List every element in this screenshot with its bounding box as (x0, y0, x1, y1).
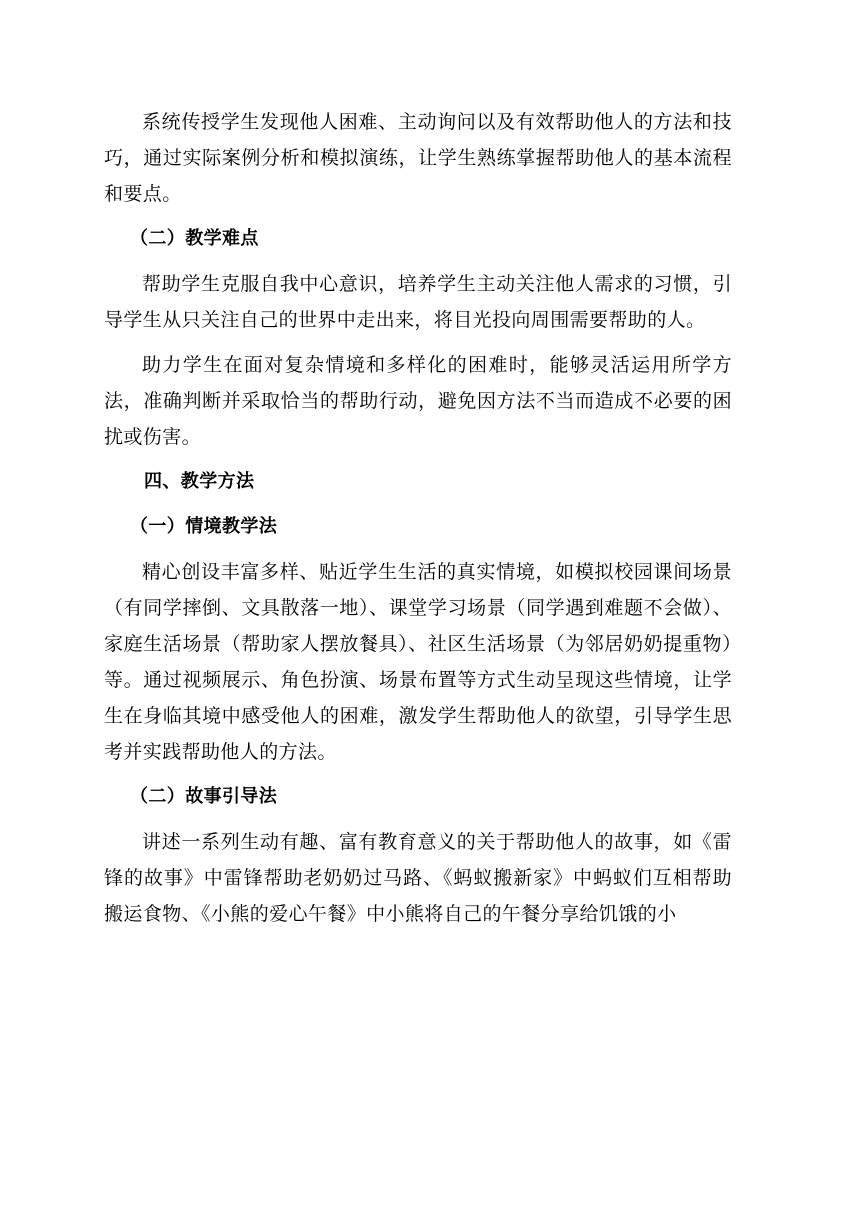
section-heading-teaching-difficulties: （二）教学难点 (130, 228, 259, 249)
chapter-heading-teaching-methods: 四、教学方法 (144, 471, 255, 492)
paragraph-story-guidance: 讲述一系列生动有趣、富有教育意义的关于帮助他人的故事，如《雷锋的故事》中雷锋帮助老奶奶过马路、《蚂蚁搬新家》中蚂蚁们互相帮助搬运食物、《小熊的爱心午餐》中小熊将自己的午餐分享给饥饿的小 (104, 831, 732, 925)
paragraph-flexible-application: 助力学生在面对复杂情境和多样化的困难时，能够灵活运用所学方法，准确判断并采取恰当的帮助行动，避免因方法不当而造成不必要的困扰或伤害。 (104, 354, 732, 448)
paragraph-overcome-self-centeredness: 帮助学生克服自我中心意识，培养学生主动关注他人需求的习惯，引导学生从只关注自己的世界中走出来，将目光投向周围需要帮助的人。 (104, 273, 732, 331)
section-heading-story-guidance: （二）故事引导法 (130, 786, 278, 807)
paragraph-situational-teaching: 精心创设丰富多样、贴近学生生活的真实情境，如模拟校园课间场景（有同学摔倒、文具散落一地）、课堂学习场景（同学遇到难题不会做）、家庭生活场景（帮助家人摆放餐具）、社区生活场景（为邻居奶奶提重物）等。通过视频展示、角色扮演、场景布置等方式生动呈现这些情境，让学生在身临其境中感受他人的困难，激发学生帮助他人的欲望，引导学生思考并实践帮助他人的方法。 (104, 561, 732, 763)
document-body (104, 104, 732, 941)
paragraph-teaching-methods-skills: 系统传授学生发现他人困难、主动询问以及有效帮助他人的方法和技巧，通过实际案例分析和模拟演练，让学生熟练掌握帮助他人的基本流程和要点。 (104, 111, 732, 205)
section-heading-situational-teaching: （一）情境教学法 (130, 516, 278, 537)
